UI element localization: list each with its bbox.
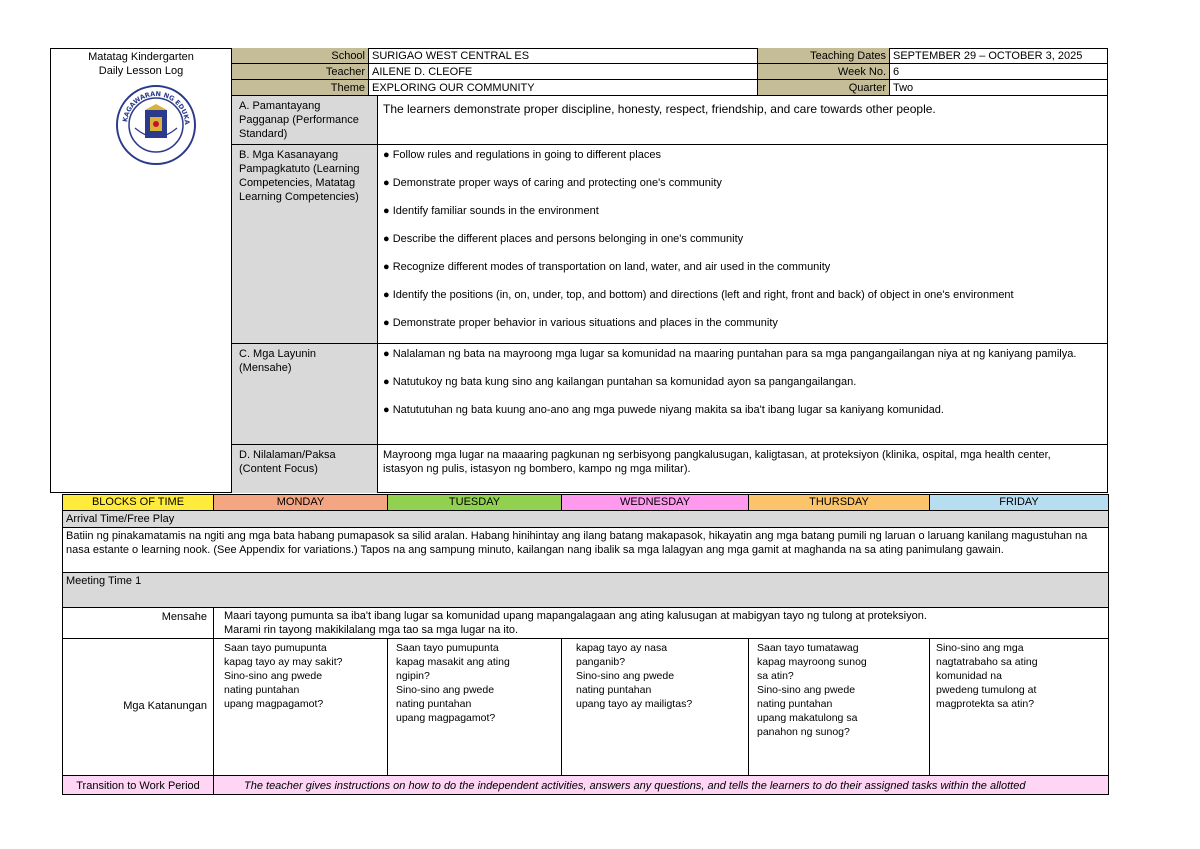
list-item: ● Describe the different places and persons belonging in one's community xyxy=(383,233,744,245)
quarter-label: Quarter xyxy=(758,80,890,96)
question-cell-monday: Saan tayo pumupunta kapag tayo ay may sakit? Sino-sino ang pwede nating puntahan upang magpagamot? xyxy=(213,638,388,776)
day-header-tuesday: TUESDAY xyxy=(387,494,562,511)
question-cell-thursday: Saan tayo tumatawag kapag mayroong sunog sa atin? Sino-sino ang pwede nating puntahan upang makatulong sa panahon ng sunog? xyxy=(748,638,930,776)
blocks-of-time-header: BLOCKS OF TIME xyxy=(62,494,214,511)
question-cell-friday: Sino-sino ang mga nagtatrabaho sa ating komunidad na pwedeng tumulong at magprotekta sa atin? xyxy=(929,638,1109,776)
week-label: Week No. xyxy=(758,64,890,80)
quarter-value: Two xyxy=(890,80,1108,96)
question-cell-tuesday: Saan tayo pumupunta kapag masakit ang ating ngipin? Sino-sino ang pwede nating puntahan upang magpagamot? xyxy=(387,638,562,776)
mensahe-line: Maari tayong pumunta sa iba't ibang lugar sa komunidad upang mapangalagaan ang ating kalusugan at mabigyan tayo ng tulong at proteksiyon. xyxy=(224,610,927,622)
school-label: School xyxy=(232,48,369,64)
divider xyxy=(232,144,1108,145)
list-item: ● Recognize different modes of transportation on land, water, and air used in the community xyxy=(383,261,831,273)
section-b-list xyxy=(380,147,1105,345)
katanungan-label: Mga Katanungan xyxy=(62,638,214,776)
transition-text: The teacher gives instructions on how to do the independent activities, answers any questions, and tells the learners to do their assigned tasks within the allotted xyxy=(213,775,1109,795)
transition-label: Transition to Work Period xyxy=(62,775,214,795)
list-item: ● Nalalaman ng bata na mayroong mga lugar sa komunidad na maaring puntahan para sa mga pangangailangan niya at ng kaniyang pamilya. xyxy=(383,348,1077,360)
arrival-time-title: Arrival Time/Free Play xyxy=(62,510,1109,528)
section-a-label: A. Pamantayang Pagganap (Performance Standard) xyxy=(239,100,359,140)
meeting-time-title: Meeting Time 1 xyxy=(62,572,1109,608)
section-c-label: C. Mga Layunin (Mensahe) xyxy=(239,348,317,374)
mensahe-text xyxy=(213,607,1109,639)
week-value: 6 xyxy=(890,64,1108,80)
dates-label: Teaching Dates xyxy=(758,48,890,64)
day-header-thursday: THURSDAY xyxy=(748,494,930,511)
arrival-time-text: Batiin ng pinakamatamis na ngiti ang mga bata habang pumapasok sa silid aralan. Habang hinihintay ang ilang batang makapasok, hikayatin ang mga batang pumili ng laruan o laruang kanilang magustuhan na nasa estante o learning nook. (See Appendix for variations.) Tapos na ang sampung minuto, kailangan nang ibalik sa mga lalagyan ang mga gamit at maghanda na sa ating panimulang gawain. xyxy=(62,527,1109,573)
day-header-friday: FRIDAY xyxy=(929,494,1109,511)
day-header-wednesday: WEDNESDAY xyxy=(561,494,749,511)
teacher-label: Teacher xyxy=(232,64,369,80)
list-item: ● Demonstrate proper behavior in various situations and places in the community xyxy=(383,317,778,329)
section-c-list xyxy=(380,346,1080,418)
section-d-label: D. Nilalaman/Paksa (Content Focus) xyxy=(239,449,336,475)
list-item: ● Identify familiar sounds in the environment xyxy=(383,205,599,217)
divider xyxy=(232,343,1108,344)
question-cell-wednesday: kapag tayo ay nasa panganib? Sino-sino ang pwede nating puntahan upang tayo ay mailigtas? xyxy=(561,638,749,776)
deped-seal-logo xyxy=(115,84,197,166)
mensahe-line: Marami rin tayong makikilalang mga tao sa mga lugar na ito. xyxy=(224,624,519,636)
section-a-text: The learners demonstrate proper discipline, honesty, respect, friendship, and care towards other people. xyxy=(383,102,936,116)
section-b-label: B. Mga Kasanayang Pampagkatuto (Learning Competencies, Matatag Learning Competencies) xyxy=(239,149,360,203)
list-item: ● Follow rules and regulations in going to different places xyxy=(383,149,661,161)
seal-text: KAGAWARAN NG EDUKA xyxy=(121,89,192,126)
document-title: Matatag Kindergarten Daily Lesson Log xyxy=(88,51,194,77)
school-value: SURIGAO WEST CENTRAL ES xyxy=(369,48,758,64)
section-d-text: Mayroong mga lugar na maaaring pagkunan ng serbisyong pangkalusugan, kaligtasan, at proteksiyon (klinika, ospital, mga health center, istasyon ng pulis, istasyon ng bombero, kampo ng mga militar). xyxy=(383,449,1051,475)
teacher-value: AILENE D. CLEOFE xyxy=(369,64,758,80)
theme-label: Theme xyxy=(232,80,369,96)
theme-value: EXPLORING OUR COMMUNITY xyxy=(369,80,758,96)
list-item: ● Natutukoy ng bata kung sino ang kailangan puntahan sa komunidad ayon sa pangangailangan. xyxy=(383,376,857,388)
day-header-monday: MONDAY xyxy=(213,494,388,511)
divider xyxy=(232,444,1108,445)
list-item: ● Identify the positions (in, on, under, top, and bottom) and directions (left and right, front and back) of object in one's environment xyxy=(383,289,1014,301)
list-item: ● Demonstrate proper ways of caring and protecting one's community xyxy=(383,177,722,189)
mensahe-label: Mensahe xyxy=(62,607,214,639)
dates-value: SEPTEMBER 29 – OCTOBER 3, 2025 xyxy=(890,48,1108,64)
list-item: ● Natututuhan ng bata kuung ano-ano ang mga puwede niyang makita sa iba't ibang lugar sa kaniyang komunidad. xyxy=(383,404,944,416)
